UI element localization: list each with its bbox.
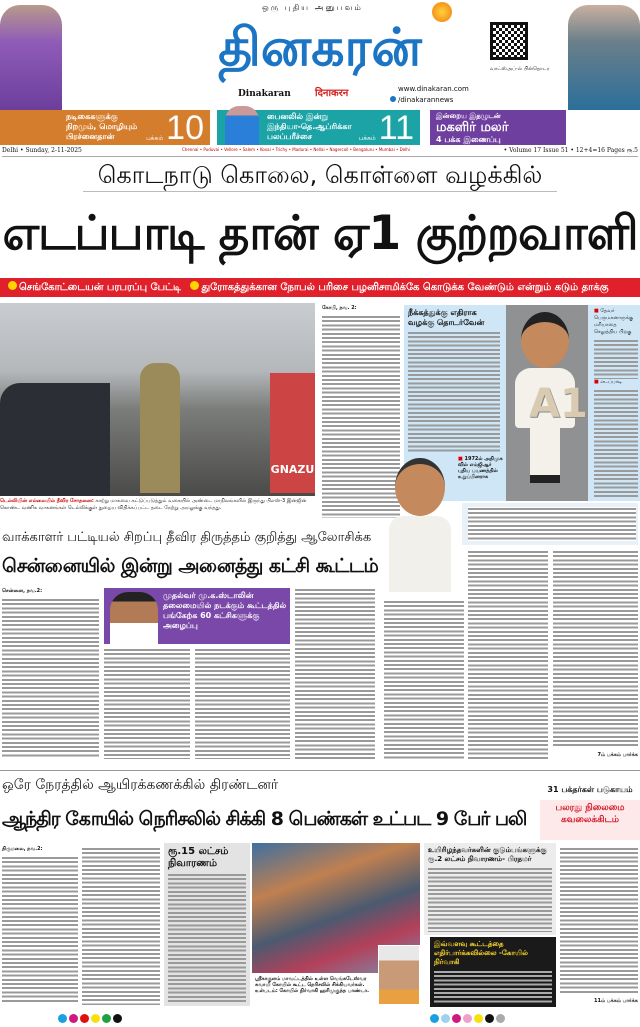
- issue-info: • Volume 17 Issue 51 • 12+4=16 Pages ரூ.5: [503, 147, 638, 154]
- cartoon-sengottaiyan: [385, 458, 455, 598]
- delhi-checkpoint-photo[interactable]: [0, 303, 315, 496]
- side-bullets: [592, 305, 640, 501]
- model-photo-left: [0, 5, 62, 110]
- lead-strap: [0, 278, 640, 297]
- page-number: 10: [166, 109, 204, 147]
- third-text-col-right: [560, 847, 638, 995]
- third-text-col1: [2, 856, 78, 1004]
- hindi-name: दिनाकरन: [315, 88, 349, 99]
- promo-text: இன்றைய இதழுடன்: [436, 112, 501, 120]
- admin-quote-title: இவ்வளவு கூட்டத்தை எதிர்பார்க்கவில்லை -கோயில் நிர்வாகி: [434, 940, 528, 966]
- pm-title: உயிரிழந்தவர்களின் குடும்பங்களுக்கு ரூ.2 லட்சம் நிவாரணம்- பிரதமர்: [428, 846, 547, 863]
- second-headline[interactable]: சென்னையில் இன்று அனைத்து கட்சி கூட்டம்: [2, 555, 379, 577]
- qr-code[interactable]: [490, 22, 528, 60]
- promo-magalir-malar[interactable]: [430, 110, 566, 145]
- second-continued[interactable]: 7ம் பக்கம் பார்க்க: [597, 752, 638, 758]
- side-red-text: பலரது நிலைமை கவலைக்கிடம்: [555, 803, 625, 825]
- relief-text: [168, 873, 246, 1003]
- bullet-icon: ■: [594, 379, 599, 385]
- third-column-1: [0, 844, 80, 1006]
- qr-caption: வாட்ஸ்அப்-ல் பின்தொடர: [490, 66, 550, 72]
- social-icons: [390, 96, 396, 102]
- lead-kicker: கொடநாடு கொலை, கொள்ளை வழக்கில்: [97, 161, 543, 189]
- box-text: [408, 331, 500, 452]
- pm-box: [424, 843, 556, 935]
- caption-text: காற்று மாசுவை கட்டுப்படுத்தும் வகையில் அண்டை மாநிலங்களில் இருந்து பிஎஸ்-3 இன்ஜின் கொண்ட வணிக வாகனங்கள் டெல்லிக்குள் நுழைய விதிக்கப்பட்ட தடை நேற்று அமலுக்கு வந்தது.: [0, 498, 307, 511]
- second-text-col3: [195, 648, 290, 759]
- promo-text: பைனலில் இன்று இந்தியா-தெ.ஆப்ரிக்கா பலப்பரீச்சை: [267, 112, 352, 141]
- cartoon-edappadi: [505, 312, 588, 497]
- box-bullet: ■ 1972ல் அதிமுக வில் எம்ஜிஆர் புதிய பயணத்தில் உறுப்பினராக: [458, 456, 503, 480]
- edition-list: Chennai • Puduvai • Vellore • Salem • Kovai • Trichy • Madurai • Nellai • Nagercoil • Bengaluru • Mumbai • Delhi: [182, 147, 410, 152]
- bullet-icon: [190, 281, 199, 290]
- third-continued[interactable]: 11ம் பக்கம் பார்க்க: [594, 998, 638, 1004]
- strap-1: செங்கோட்டையன் பரபரப்பு பேட்டி: [19, 282, 181, 293]
- kicker-rule: [83, 191, 557, 192]
- admin-quote-text: [434, 970, 552, 1004]
- police-officer: [140, 363, 180, 493]
- price: ரூ.5: [626, 147, 638, 154]
- social-handles[interactable]: [390, 96, 453, 105]
- photo-caption: [0, 498, 315, 512]
- car: [0, 383, 110, 496]
- page-label: பக்கம்: [358, 135, 376, 142]
- third-kicker: ஒரே நேரத்தில் ஆயிரக்கணக்கில் திரண்டனர்: [2, 777, 279, 793]
- stampede-caption: ஸ்ரீகாகுளம் மாவட்டத்தில் உள்ள வெங்கடேஸ்வர சுவாமி கோயில் கூட்ட நெரிசலில் சிக்கியவர்கள். உள்படம்: கோயில் நிர்வாகி ஹரிமுகுந்த பாண்டா.: [255, 976, 369, 994]
- city-date: Delhi • Sunday, 2-11-2025: [2, 147, 82, 154]
- dateline: [2, 146, 638, 157]
- side-text: [594, 389, 638, 498]
- cricketer-photo: [225, 106, 259, 145]
- side-bullet: தேவர் பெருமகனாருக்கு மரியாதை செலுத்திய பிறகு: [594, 308, 634, 335]
- color-registration-marks: [430, 1008, 507, 1027]
- relief-box: [164, 843, 250, 1006]
- barricade: GNAZU: [270, 373, 315, 493]
- supplement-name: மகளிர் மலர்: [436, 120, 509, 135]
- edition-city: Delhi: [2, 147, 19, 154]
- side-text: [594, 339, 638, 379]
- pages: 12+4=16 Pages: [575, 147, 625, 154]
- temple-admin-inset: [378, 945, 420, 1005]
- volume: Volume 17 Issue 51: [509, 147, 569, 154]
- third-dateline: திருமலை, நவ.2:: [2, 846, 43, 852]
- promo-actresses[interactable]: [0, 110, 210, 145]
- second-kicker: வாக்காளர் பட்டியல் சிறப்பு தீவிர திருத்தம் குறித்து ஆலோசிக்க: [2, 530, 372, 545]
- website-link[interactable]: www.dinakaran.com: [398, 85, 469, 93]
- side-kicker: 31 பக்தர்கள் படுகாயம்: [547, 785, 633, 794]
- second-text-col1: [2, 598, 99, 758]
- color-registration-marks: [58, 1008, 124, 1027]
- second-box-text: முதல்வர் மு.க.ஸ்டாலின் தலைமையில் நடக்கும் கூட்டத்தில் பங்கேற்க 60 கட்சிகளுக்கு அழைப்பு: [163, 591, 287, 630]
- admin-quote-box: [430, 937, 556, 1007]
- tagline: ஒரு புதிய அனுபவம்: [262, 3, 363, 12]
- promo-text: நடிகைகளுக்கு நிறமும், மொழியும் பிரச்னைதான்: [66, 112, 138, 141]
- english-name: Dinakaran: [238, 89, 291, 99]
- lead-headline[interactable]: எடப்பாடி தான் ஏ1 குற்றவாளி: [2, 206, 638, 261]
- third-headline[interactable]: ஆந்திர கோயில் நெரிசலில் சிக்கி 8 பெண்கள் உட்பட 9 பேர் பலி: [2, 808, 527, 830]
- lead-story-dateline: கோபி, நவ. 2:: [322, 305, 357, 311]
- second-text-col7: [553, 550, 638, 748]
- bullet-icon: ■: [594, 308, 599, 314]
- second-text-col4: [295, 588, 375, 759]
- model-photo-right: [568, 5, 640, 110]
- box-title: நீக்கத்துக்கு எதிராக வழக்கு தொடர்வேன்: [408, 308, 485, 327]
- section-divider: [0, 770, 640, 771]
- stalin-photo: [110, 592, 158, 644]
- logo: தினகரன்: [218, 18, 422, 78]
- relief-title: ரூ.15 லட்சம் நிவாரணம்: [168, 846, 229, 869]
- quote-text: [468, 507, 636, 541]
- second-text-col2: [104, 648, 190, 759]
- social-handle: /dinakarannews: [398, 96, 454, 104]
- third-text-col2: [82, 847, 160, 1005]
- pm-text: [428, 867, 552, 932]
- second-column-1: [0, 586, 101, 760]
- bullet-icon: [8, 281, 17, 290]
- caption-title: டெல்லியின் எல்லையில் தீவிர சோதனை:: [0, 498, 94, 504]
- second-dateline: சென்னை, நவ.2:: [2, 588, 43, 594]
- second-text-col6: [468, 550, 548, 759]
- issue-date: Sunday, 2-11-2025: [25, 147, 82, 154]
- promo-cricket[interactable]: [217, 110, 420, 145]
- side-bullet: எடப்பாடி: [600, 379, 623, 385]
- strap-2: துரோகத்துக்கான நோபல் பரிசை பழனிசாமிக்கே கொடுக்க வேண்டும் என்றும் கடும் தாக்கு: [201, 282, 609, 293]
- second-text-col5: [384, 600, 464, 759]
- page-label: பக்கம்: [146, 135, 164, 142]
- bullet-text: 1972ல் அதிமுக வில் எம்ஜிஆர் புதிய பயணத்தில் உறுப்பினராக: [458, 456, 503, 480]
- supplement-pages: 4 பக்க இணைப்பு: [436, 135, 501, 144]
- a1-sign: A1: [529, 381, 588, 427]
- box-column: [404, 305, 504, 455]
- page-number: 11: [378, 109, 414, 147]
